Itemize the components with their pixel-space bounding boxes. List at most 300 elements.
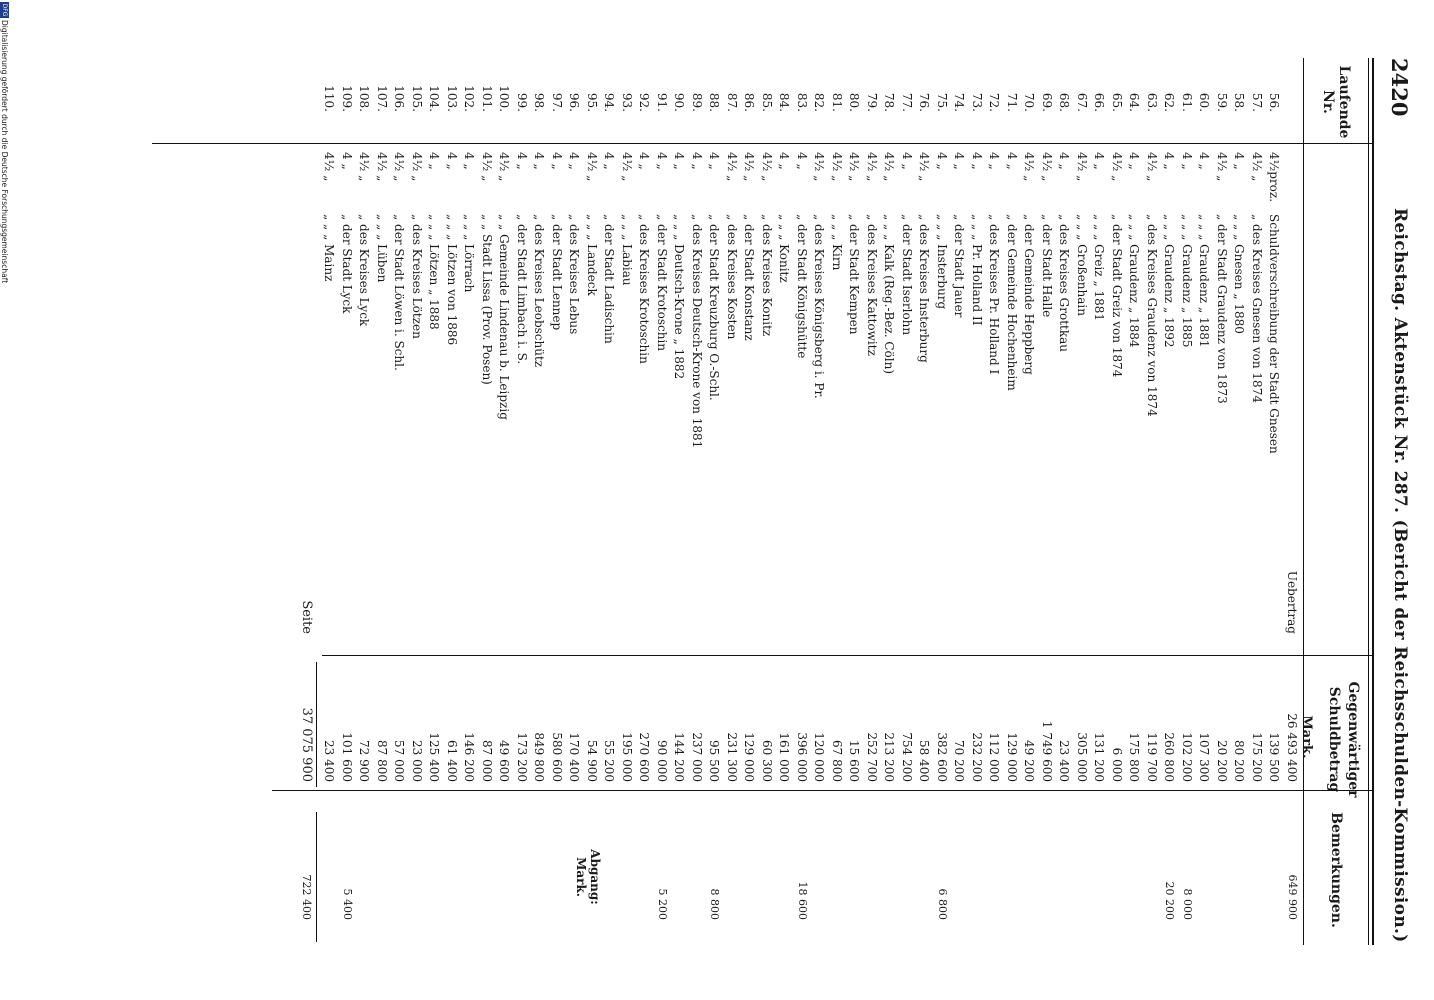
page-number: 2420 — [1387, 58, 1412, 117]
row-number: 73. — [970, 92, 984, 112]
table-row — [883, 0, 897, 1000]
dfg-logo: DFG — [1, 3, 8, 17]
row-amount: 87 800 — [375, 740, 389, 782]
row-number: 88. — [707, 92, 722, 112]
row-number: 83. — [795, 92, 809, 112]
row-interest-rate: 4 „ — [1232, 152, 1247, 170]
row-amount: 139 500 — [1267, 732, 1282, 782]
row-interest-rate: 4½ „ — [392, 152, 407, 182]
row-amount: 120 000 — [812, 732, 827, 782]
row-interest-rate: 4½ „ — [917, 152, 932, 182]
row-description: „ der Stadt Halle — [1040, 214, 1054, 318]
row-description: „ des Kreises Kattowitz — [865, 214, 879, 356]
row-interest-rate: 4 „ — [340, 152, 354, 170]
uebertrag-label: Uebertrag — [1285, 570, 1299, 634]
row-interest-rate: 4½ „ — [1250, 152, 1264, 182]
row-description: „ des Kreises Deutsch-Krone von 1881 — [690, 214, 704, 449]
row-amount: 90 000 — [655, 740, 669, 782]
row-interest-rate: 4 „ — [952, 152, 967, 170]
row-description: „ „ „ Graudenz „ 1885 — [1180, 214, 1194, 348]
row-abgang: 18 600 — [796, 881, 809, 920]
table-row — [428, 0, 442, 1000]
row-number: 86. — [742, 92, 757, 112]
table-row — [393, 0, 407, 1000]
row-number: 72. — [987, 92, 1002, 112]
table-row — [603, 0, 617, 1000]
row-number: 56. — [1267, 92, 1282, 112]
row-description: „ des Kreises Königsberg i. Pr. — [812, 214, 827, 399]
row-number: 69. — [1040, 92, 1054, 112]
table-row — [760, 0, 774, 1000]
page-footer — [0, 0, 9, 1000]
row-amount: 173 200 — [515, 732, 529, 782]
row-amount: 580 600 — [550, 732, 564, 782]
row-description: „ der Gemeinde Hochenheim — [1005, 214, 1019, 391]
row-amount: 102 200 — [1180, 732, 1194, 782]
sum-rule — [316, 662, 317, 787]
row-amount: 161 000 — [777, 732, 792, 782]
row-description: „ „ „ Kalk (Reg.-Bez. Cöln) — [882, 214, 897, 375]
row-number: 93. — [620, 92, 634, 112]
row-interest-rate: 4½ „ — [375, 152, 389, 182]
table-row — [778, 0, 792, 1000]
table-row — [988, 0, 1002, 1000]
row-number: 63. — [1145, 92, 1159, 112]
row-description: „ „ „ Großenhain — [1075, 214, 1089, 316]
row-interest-rate: 4 „ — [462, 152, 477, 170]
row-interest-rate: 4½ „ — [497, 152, 512, 182]
table-row — [1145, 0, 1159, 1000]
row-amount: 20 200 — [1215, 740, 1229, 782]
table-row — [1198, 0, 1212, 1000]
row-number: 60. — [1197, 92, 1212, 112]
row-number: 81. — [830, 92, 844, 112]
table-row — [708, 0, 722, 1000]
row-interest-rate: 4½ „ — [1145, 152, 1159, 182]
row-description: „ „ „ Graudenz „ 1881 — [1197, 214, 1212, 348]
row-description: „ der Stadt Jauer — [952, 214, 967, 318]
row-interest-rate: 4 „ — [672, 152, 687, 170]
row-number: 80. — [847, 92, 862, 112]
row-description: „ „ Stadt Lissa (Prov. Posen) — [480, 214, 494, 385]
table-row — [1163, 0, 1177, 1000]
row-amount: 175 200 — [1250, 732, 1264, 782]
row-description: „ der Stadt Löwen i. Schl. — [392, 214, 407, 371]
row-interest-rate: 4 „ — [1127, 152, 1142, 170]
row-amount: 58 400 — [917, 740, 932, 782]
row-amount: 213 200 — [882, 732, 897, 782]
abgang-label: Abgang: — [588, 849, 602, 905]
table-row — [743, 0, 757, 1000]
column-unit-mark: Mark. — [1299, 715, 1314, 759]
table-row — [1075, 0, 1089, 1000]
column-header-schuldbetrag-label: Schuldbetrag — [1326, 686, 1342, 793]
row-number: 87. — [725, 92, 739, 112]
row-description: „ der Stadt Lyck — [340, 214, 354, 314]
table-row — [463, 0, 477, 1000]
abgang-mark: Mark. — [574, 857, 588, 897]
row-description: „ des Kreises Grottkau — [1057, 214, 1072, 353]
row-description: „ des Kreises Pr. Holland I — [987, 214, 1002, 375]
row-interest-rate: 4 „ — [1180, 152, 1194, 170]
table-row — [830, 0, 844, 1000]
uebertrag-abgang: 649 900 — [1286, 874, 1299, 920]
row-number: 59. — [1215, 92, 1229, 112]
row-interest-rate: 4 „ — [532, 152, 547, 170]
table-row — [848, 0, 862, 1000]
row-amount: 60 300 — [760, 740, 774, 782]
row-description: „ „ „ Mainz — [322, 214, 337, 282]
table-row — [375, 0, 389, 1000]
table-row — [690, 0, 704, 1000]
table-row — [1233, 0, 1247, 1000]
column-header-schuldbetrag — [1324, 672, 1362, 807]
row-description: „ „ „ Lötzen von 1886 — [445, 214, 459, 346]
row-description: „ „ „ Deutsch-Krone „ 1882 — [672, 214, 687, 380]
row-number: 64. — [1127, 92, 1142, 112]
row-abgang: 8 800 — [708, 888, 722, 920]
row-description: „ „ „ Pr. Holland II — [970, 214, 984, 326]
row-amount: 195 000 — [620, 732, 634, 782]
row-number: 78. — [882, 92, 897, 112]
table-row — [568, 0, 582, 1000]
row-interest-rate: 4 „ — [690, 152, 704, 170]
row-description: „ der Gemeinde Heppberg — [1022, 214, 1037, 375]
row-amount: 170 400 — [567, 732, 582, 782]
row-interest-rate: 4 „ — [567, 152, 582, 170]
row-interest-rate: 4½ „ — [1075, 152, 1089, 182]
row-number: 102. — [462, 85, 477, 112]
row-interest-rate: 4½ „ — [1215, 152, 1229, 182]
row-interest-rate: 4½ „ — [480, 152, 494, 182]
table-row — [953, 0, 967, 1000]
seite-abgang: 722 400 — [300, 874, 313, 920]
table-row — [585, 0, 599, 1000]
table-row — [1058, 0, 1072, 1000]
table-row — [1268, 0, 1282, 1000]
table-row — [340, 0, 354, 1000]
row-number: 100. — [497, 85, 512, 112]
row-interest-rate: 4 „ — [637, 152, 652, 170]
table-row — [900, 0, 914, 1000]
row-amount: 112 000 — [987, 732, 1002, 782]
table-row — [410, 0, 424, 1000]
row-interest-rate: 4 „ — [602, 152, 617, 170]
row-amount: 260 800 — [1162, 732, 1177, 782]
row-interest-rate: 4½proz. — [1267, 152, 1282, 203]
row-interest-rate: 4 „ — [707, 152, 722, 170]
row-abgang: 6 800 — [936, 888, 949, 920]
row-amount: 15 600 — [847, 740, 862, 782]
row-number: 70. — [1022, 92, 1037, 112]
table-row — [323, 0, 337, 1000]
table-row — [935, 0, 949, 1000]
table-row — [498, 0, 512, 1000]
row-number: 105. — [410, 85, 424, 112]
table-row — [1180, 0, 1194, 1000]
table-row — [970, 0, 984, 1000]
row-interest-rate: 4 „ — [1092, 152, 1107, 170]
row-description: Schuldverschreibung der Stadt Gnesen — [1267, 214, 1282, 454]
table-header-rule — [1303, 58, 1304, 945]
row-amount: 129 000 — [742, 732, 757, 782]
row-amount: 237 000 — [690, 732, 704, 782]
row-description: „ „ „ Graudenz „ 1884 — [1127, 214, 1142, 348]
row-interest-rate: 4 „ — [970, 152, 984, 170]
table-row — [813, 0, 827, 1000]
row-amount: 119 700 — [1145, 732, 1159, 782]
row-number: 84. — [777, 92, 792, 112]
row-number: 67. — [1075, 92, 1089, 112]
row-description: „ der Stadt Kreuzburg O.-Schl. — [707, 214, 722, 401]
row-description: „ der Stadt Limbach i. S. — [515, 214, 529, 365]
table-row — [865, 0, 879, 1000]
row-description: „ des Kreises Graudenz von 1874 — [1145, 214, 1159, 417]
uebertrag-row — [1285, 0, 1299, 1000]
row-amount: 72 900 — [357, 740, 372, 782]
row-interest-rate: 4½ „ — [725, 152, 739, 182]
row-amount: 23 400 — [1057, 740, 1072, 782]
row-number: 71. — [1005, 92, 1019, 112]
row-interest-rate: 4 „ — [795, 152, 809, 170]
row-amount: 396 000 — [795, 732, 809, 782]
row-description: „ des Kreises Krotoschin — [637, 214, 652, 364]
row-number: 90. — [672, 92, 687, 112]
row-number: 62. — [1162, 92, 1177, 112]
row-description: „ „ „ Labiau — [620, 214, 634, 286]
row-amount: 146 200 — [462, 732, 477, 782]
row-number: 103. — [445, 85, 459, 112]
row-number: 99. — [515, 92, 529, 112]
row-number: 91. — [655, 92, 669, 112]
row-description: „ der Stadt Königshütte — [795, 214, 809, 359]
table-row — [1023, 0, 1037, 1000]
column-header-laufende-nr: Laufende Nr. — [1320, 65, 1352, 139]
table-row — [673, 0, 687, 1000]
row-interest-rate: 4 „ — [655, 152, 669, 170]
row-description: „ des Kreises Lötzen — [410, 214, 424, 339]
row-amount: 95 500 — [707, 740, 722, 782]
row-number: 68. — [1057, 92, 1072, 112]
row-number: 94. — [602, 92, 617, 112]
row-description: „ „ „ Lüben — [375, 214, 389, 283]
row-abgang: 5 200 — [656, 888, 669, 920]
row-number: 95. — [585, 92, 599, 112]
row-description: „ „ „ Gnesen „ 1880 — [1232, 214, 1247, 334]
table-row — [655, 0, 669, 1000]
row-amount: 270 600 — [637, 732, 652, 782]
row-amount: 849 800 — [532, 732, 547, 782]
row-amount: 175 800 — [1127, 732, 1142, 782]
row-description: „ der Stadt Kempen — [847, 214, 862, 335]
column-header-gegenwaertiger: Gegenwärtiger — [1345, 681, 1361, 798]
uebertrag-amount: 26 493 400 — [1285, 713, 1299, 782]
row-number: 82. — [812, 92, 827, 112]
row-number: 89. — [690, 92, 704, 112]
row-description: „ des Kreises Kosten — [725, 214, 739, 340]
funding-note: Digitalisierung gefördert durch die Deutsche Forschungsgemeinschaft — [0, 20, 9, 284]
row-description: „ des Kreises Konitz — [760, 214, 774, 337]
header-rule-thin — [1368, 58, 1369, 945]
table-row — [1250, 0, 1264, 1000]
row-interest-rate: 4½ „ — [847, 152, 862, 182]
row-interest-rate: 4½ „ — [410, 152, 424, 182]
row-number: 97. — [550, 92, 564, 112]
row-description: „ des Kreises Gnesen von 1874 — [1250, 214, 1264, 403]
row-number: 76. — [917, 92, 932, 112]
row-amount: 231 300 — [725, 732, 739, 782]
row-abgang: 5 400 — [341, 888, 354, 920]
row-interest-rate: 4½ „ — [865, 152, 879, 182]
row-amount: 125 400 — [427, 732, 442, 782]
row-description: „ der Stadt Graudenz von 1873 — [1215, 214, 1229, 404]
row-number: 98. — [532, 92, 547, 112]
row-description: „ „ „ Insterburg — [935, 214, 949, 310]
row-number: 79. — [865, 92, 879, 112]
row-interest-rate: 4 „ — [1005, 152, 1019, 170]
row-amount: 23 000 — [410, 740, 424, 782]
table-row — [620, 0, 634, 1000]
table-row — [445, 0, 459, 1000]
row-amount: 382 600 — [935, 732, 949, 782]
table-row — [550, 0, 564, 1000]
seite-total-row — [298, 0, 314, 1000]
row-number: 104. — [427, 85, 442, 112]
row-number: 107. — [375, 85, 389, 112]
row-number: 66. — [1092, 92, 1107, 112]
row-number: 85. — [760, 92, 774, 112]
row-description: „ der Stadt Greiz von 1874 — [1110, 214, 1124, 378]
seite-label: Seite — [299, 600, 314, 634]
table-row — [725, 0, 739, 1000]
row-description: „ der Stadt Krotoschin — [655, 214, 669, 352]
row-interest-rate: 4½ „ — [742, 152, 757, 182]
row-description: „ „ „ Graudenz „ 1892 — [1162, 214, 1177, 348]
row-amount: 1 749 600 — [1040, 720, 1054, 782]
row-interest-rate: 4½ „ — [812, 152, 827, 182]
row-description: „ „ „ Greiz „ 1881 — [1092, 214, 1107, 322]
row-amount: 55 200 — [602, 740, 617, 782]
row-amount: 6 000 — [1110, 747, 1124, 782]
table-row — [918, 0, 932, 1000]
row-number: 106. — [392, 85, 407, 112]
row-interest-rate: 4½ „ — [760, 152, 774, 182]
row-abgang: 20 200 — [1163, 881, 1177, 920]
row-interest-rate: 4½ „ — [357, 152, 372, 182]
row-number: 77. — [900, 92, 914, 112]
table-row — [1110, 0, 1124, 1000]
row-amount: 61 400 — [445, 740, 459, 782]
row-description: „ „ „ Konitz — [777, 214, 792, 283]
row-description: „ „ Gemeinde Lindenau b. Leipzig — [497, 214, 512, 420]
row-interest-rate: 4 „ — [987, 152, 1002, 170]
row-amount: 57 000 — [392, 740, 407, 782]
row-interest-rate: 4½ „ — [1040, 152, 1054, 182]
row-interest-rate: 4½ „ — [620, 152, 634, 182]
row-interest-rate: 4½ „ — [322, 152, 337, 182]
row-amount: 131 200 — [1092, 732, 1107, 782]
row-abgang: 8 000 — [1181, 888, 1194, 920]
page-header — [1372, 0, 1412, 1000]
row-interest-rate: 4½ „ — [882, 152, 897, 182]
row-description: „ „ „ Lörrach — [462, 214, 477, 293]
row-number: 74. — [952, 92, 967, 112]
row-number: 108. — [357, 85, 372, 112]
row-amount: 754 200 — [900, 732, 914, 782]
table-row — [1215, 0, 1229, 1000]
row-amount: 87 000 — [480, 740, 494, 782]
row-number: 57. — [1250, 92, 1264, 112]
row-number: 58. — [1232, 92, 1247, 112]
row-interest-rate: 4 „ — [1197, 152, 1212, 170]
row-description: „ „ „ Lötzen „ 1888 — [427, 214, 442, 330]
row-amount: 232 200 — [970, 732, 984, 782]
row-number: 110. — [322, 85, 337, 112]
row-amount: 23 400 — [322, 740, 337, 782]
row-number: 101. — [480, 85, 494, 112]
row-number: 96. — [567, 92, 582, 112]
header-rule — [1372, 58, 1374, 945]
row-amount: 101 600 — [340, 732, 354, 782]
row-interest-rate: 4 „ — [1162, 152, 1177, 170]
row-description: „ des Kreises Lyck — [357, 214, 372, 327]
row-amount: 107 300 — [1197, 732, 1212, 782]
row-description: „ „ „ Kirn — [830, 214, 844, 271]
row-amount: 305 000 — [1075, 732, 1089, 782]
row-amount: 252 700 — [865, 732, 879, 782]
table-row — [795, 0, 809, 1000]
row-amount: 49 600 — [497, 740, 512, 782]
row-interest-rate: 4 „ — [777, 152, 792, 170]
table-row — [1128, 0, 1142, 1000]
table-row — [515, 0, 529, 1000]
row-amount: 49 200 — [1022, 740, 1037, 782]
row-description: „ des Kreises Lebus — [567, 214, 582, 335]
sum-rule-abgang — [316, 812, 317, 942]
row-interest-rate: 4 „ — [445, 152, 459, 170]
row-number: 92. — [637, 92, 652, 112]
row-interest-rate: 4 „ — [427, 152, 442, 170]
column-header-bemerkungen: Bemerkungen. — [1328, 812, 1344, 928]
row-interest-rate: 4½ „ — [1022, 152, 1037, 182]
row-description: „ der Stadt Ladischin — [602, 214, 617, 344]
table-row — [638, 0, 652, 1000]
row-interest-rate: 4½ „ — [1110, 152, 1124, 182]
row-amount: 67 800 — [830, 740, 844, 782]
row-amount: 129 000 — [1005, 732, 1019, 782]
table-row — [1093, 0, 1107, 1000]
row-interest-rate: 4 „ — [935, 152, 949, 170]
table-row — [1040, 0, 1054, 1000]
row-description: „ des Kreises Insterburg — [917, 214, 932, 363]
table-row — [358, 0, 372, 1000]
row-number: 61. — [1180, 92, 1194, 112]
row-amount: 80 200 — [1232, 740, 1247, 782]
row-interest-rate: 4 „ — [900, 152, 914, 170]
seite-amount: 37 075 900 — [299, 707, 314, 782]
row-description: „ der Stadt Konstanz — [742, 214, 757, 341]
row-amount: 144 200 — [672, 732, 687, 782]
row-number: 65. — [1110, 92, 1124, 112]
row-interest-rate: 4½ „ — [585, 152, 599, 182]
row-description: „ der Stadt Iserlohn — [900, 214, 914, 336]
row-interest-rate: 4 „ — [515, 152, 529, 170]
row-description: „ der Stadt Lennep — [550, 214, 564, 331]
row-amount: 54 900 — [585, 740, 599, 782]
row-number: 75. — [935, 92, 949, 112]
row-interest-rate: 4 „ — [1057, 152, 1072, 170]
row-interest-rate: 4½ „ — [830, 152, 844, 182]
